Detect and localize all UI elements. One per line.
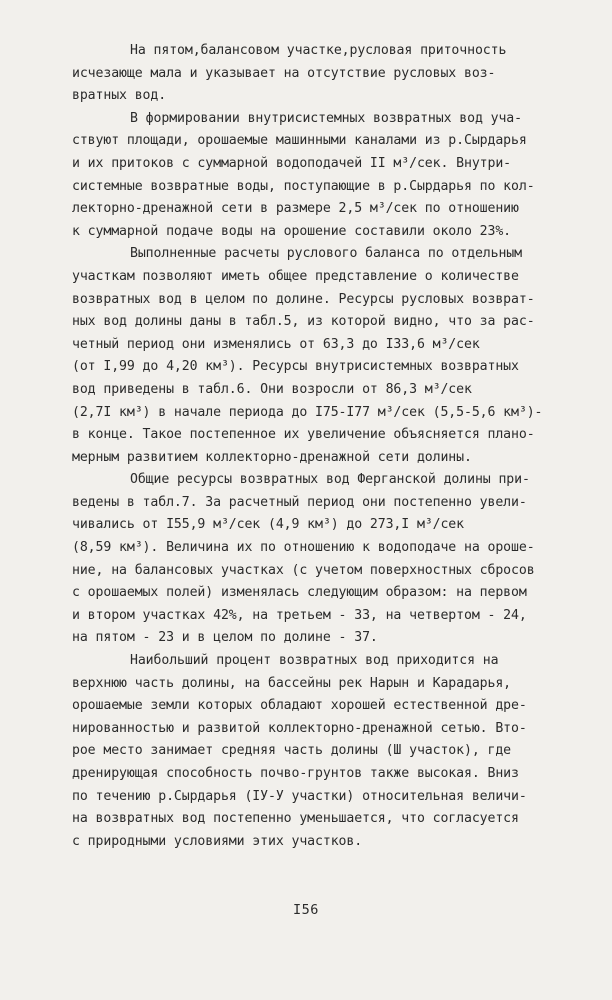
text-line: возвратных вод в целом по долине. Ресурсы русловых возврат- <box>72 291 535 307</box>
paragraph-fifth-section <box>72 40 572 108</box>
text-line: ных вод долины даны в табл.5, из которой видно, что за рас- <box>72 314 535 330</box>
text-line: рое место занимает средняя часть долины (Ш участок), где <box>72 743 512 759</box>
text-line: (2,7I км³) в начале периода до I75-I77 м³/сек (5,5-5,6 км³)- <box>72 404 543 420</box>
text-line: в конце. Такое постепенное их увеличение объясняется плано- <box>72 427 535 443</box>
text-line: мерным развитием коллекторно-дренажной сети долины. <box>72 449 472 465</box>
body-text <box>72 40 572 853</box>
text-line: и втором участках 42%, на третьем - 33, на четвертом - 24, <box>72 607 527 623</box>
text-line: Общие ресурсы возвратных вод Ферганской долины при- <box>130 472 530 488</box>
text-line: ведены в табл.7. За расчетный период они постепенно увели- <box>72 494 527 510</box>
text-line: на возвратных вод постепенно уменьшается, что согласуется <box>72 811 519 827</box>
paragraph-internal-return-water <box>72 108 572 244</box>
text-line: исчезающе мала и указывает на отсутствие русловых воз- <box>72 65 496 81</box>
paragraph-channel-balance <box>72 243 572 469</box>
text-line: участкам позволяют иметь общее представление о количестве <box>72 268 519 284</box>
text-line: верхнюю часть долины, на бассейны рек Нарын и Карадарья, <box>72 675 512 691</box>
text-line: вод приведены в табл.6. Они возросли от 86,3 м³/сек <box>72 381 472 397</box>
text-line: чивались от I55,9 м³/сек (4,9 км³) до 273,I м³/сек <box>72 517 464 533</box>
text-line: лекторно-дренажной сети в размере 2,5 м³/сек по отношению <box>72 201 519 217</box>
text-line: системные возвратные воды, поступающие в р.Сырдарья по кол- <box>72 178 535 194</box>
page-number: I56 <box>293 902 319 918</box>
text-line: дренирующая способность почво-грунтов также высокая. Вниз <box>72 766 519 781</box>
text-line: орошаемые земли которых обладают хорошей естественной дре- <box>72 698 527 714</box>
text-line: Выполненные расчеты руслового баланса по отдельным <box>130 246 522 262</box>
text-line: с орошаемых полей) изменялась следующим образом: на первом <box>72 585 527 601</box>
text-line: на пятом - 23 и в целом по долине - 37. <box>72 630 378 646</box>
text-line: (от I,99 до 4,20 км³). Ресурсы внутрисистемных возвратных <box>72 359 519 375</box>
text-line: вратных вод. <box>72 88 167 104</box>
text-line: к суммарной подаче воды на орошение составили около 23%. <box>72 223 512 239</box>
text-line: по течению р.Сырдарья (IУ-У участки) относительная величи- <box>72 788 527 804</box>
paragraph-largest-percentage <box>72 650 572 853</box>
text-line: ствуют площади, орошаемые машинными каналами из р.Сырдарья <box>72 133 527 149</box>
paragraph-total-resources <box>72 469 572 650</box>
text-line: В формировании внутрисистемных возвратных вод уча- <box>130 110 522 126</box>
text-line: и их притоков с суммарной водоподачей II м³/сек. Внутри- <box>72 155 512 171</box>
text-line: На пятом,балансовом участке,русловая приточность <box>130 43 507 58</box>
text-line: Наибольший процент возвратных вод приходится на <box>130 653 499 669</box>
text-line: четный период они изменялись от 63,3 до I33,6 м³/сек <box>72 336 480 352</box>
text-line: нированностью и развитой коллекторно-дренажной сетью. Вто- <box>72 720 527 736</box>
text-line: ние, на балансовых участках (с учетом поверхностных сбросов <box>72 562 535 578</box>
text-line: с природными условиями этих участков. <box>72 833 363 849</box>
text-line: (8,59 км³). Величина их по отношению к водоподаче на ороше- <box>72 540 535 556</box>
